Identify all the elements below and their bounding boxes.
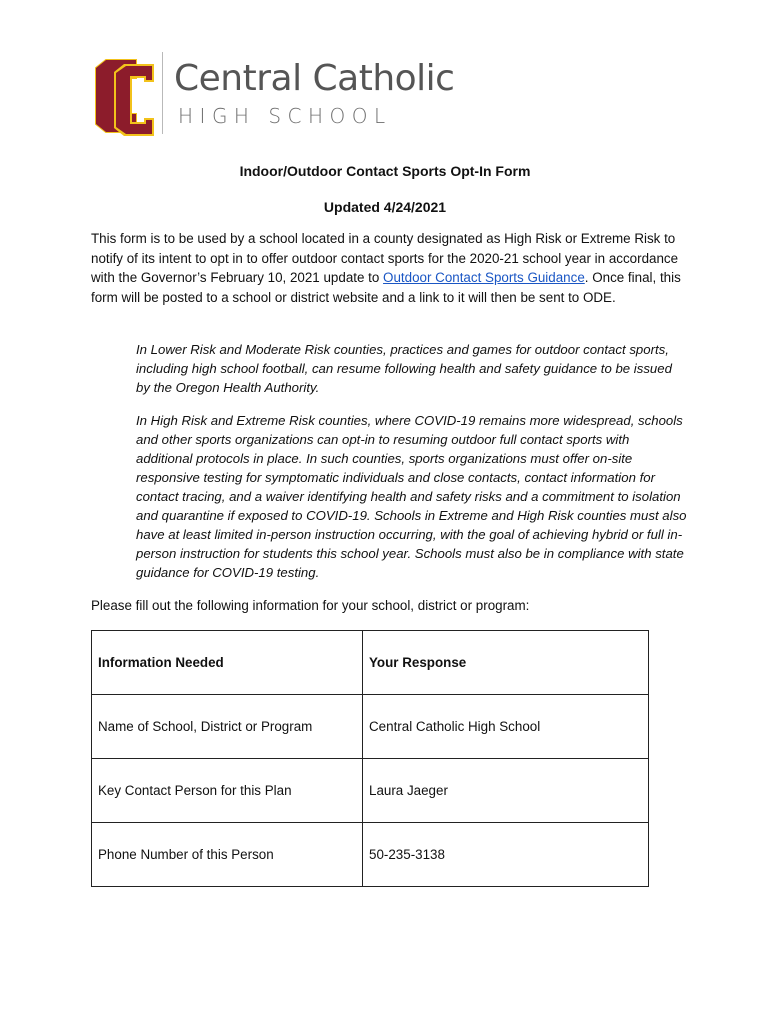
guidance-link[interactable]: Outdoor Contact Sports Guidance [383, 270, 585, 285]
logo-subtitle: HIGH SCHOOL [178, 104, 392, 128]
row-response: Laura Jaeger [363, 759, 649, 823]
row-label: Key Contact Person for this Plan [92, 759, 363, 823]
intro-text: This form is to be used by a school located in a county designated as High Risk or Extreme Risk to notify of its intent to opt in to offer outdoor contact sports for the 2020-21 school year in accordance with the Governor’s February 10, 2021 update to [91, 231, 679, 285]
fill-prompt: Please fill out the following information for your school, district or program: [91, 598, 530, 613]
form-title: Indoor/Outdoor Contact Sports Opt-In Form [239, 163, 531, 179]
table-row [92, 759, 649, 823]
updated-date: Updated 4/24/2021 [323, 199, 447, 215]
row-label: Name of School, District or Program [92, 695, 363, 759]
intro-text-end: . Once final, this form will be posted to a school or district website and a link to it will then be sent to ODE. [91, 270, 681, 305]
table-header-row [92, 631, 649, 695]
intro-paragraph [91, 229, 687, 307]
quote-lower-risk: In Lower Risk and Moderate Risk counties, practices and games for outdoor contact sports, including high school football, can resume following health and safety guidance to be issued by the Oregon Health Authority. [136, 342, 672, 395]
quote-high-risk: In High Risk and Extreme Risk counties, where COVID-19 remains more widespread, schools and other sports organizations can opt-in to resuming outdoor full contact sports with additional protocols in place. In such counties, sports organizations must offer on-site responsive testing for symptomatic individuals and close contacts, contact information for contact tracing, and a waiver identifying health and safety risks and a commitment to isolation and quarantine if exposed to COVID-19. Schools in Extreme and High Risk counties must also have at least limited in-person instruction occurring, with the goal of achieving hybrid or full in-person instruction for students this school year. Schools must also be in compliance with state guidance for COVID-19 testing. [136, 413, 687, 580]
school-logo [92, 52, 455, 136]
logo-school-name: Central Catholic [174, 58, 455, 99]
information-table [91, 630, 649, 887]
table-row [92, 695, 649, 759]
row-response: 50-235-3138 [363, 823, 649, 887]
row-label: Phone Number of this Person [92, 823, 363, 887]
table-row [92, 823, 649, 887]
cc-monogram-icon [92, 56, 158, 136]
header-your-response: Your Response [363, 631, 649, 695]
row-response: Central Catholic High School [363, 695, 649, 759]
header-information-needed: Information Needed [92, 631, 363, 695]
logo-divider [162, 52, 163, 134]
